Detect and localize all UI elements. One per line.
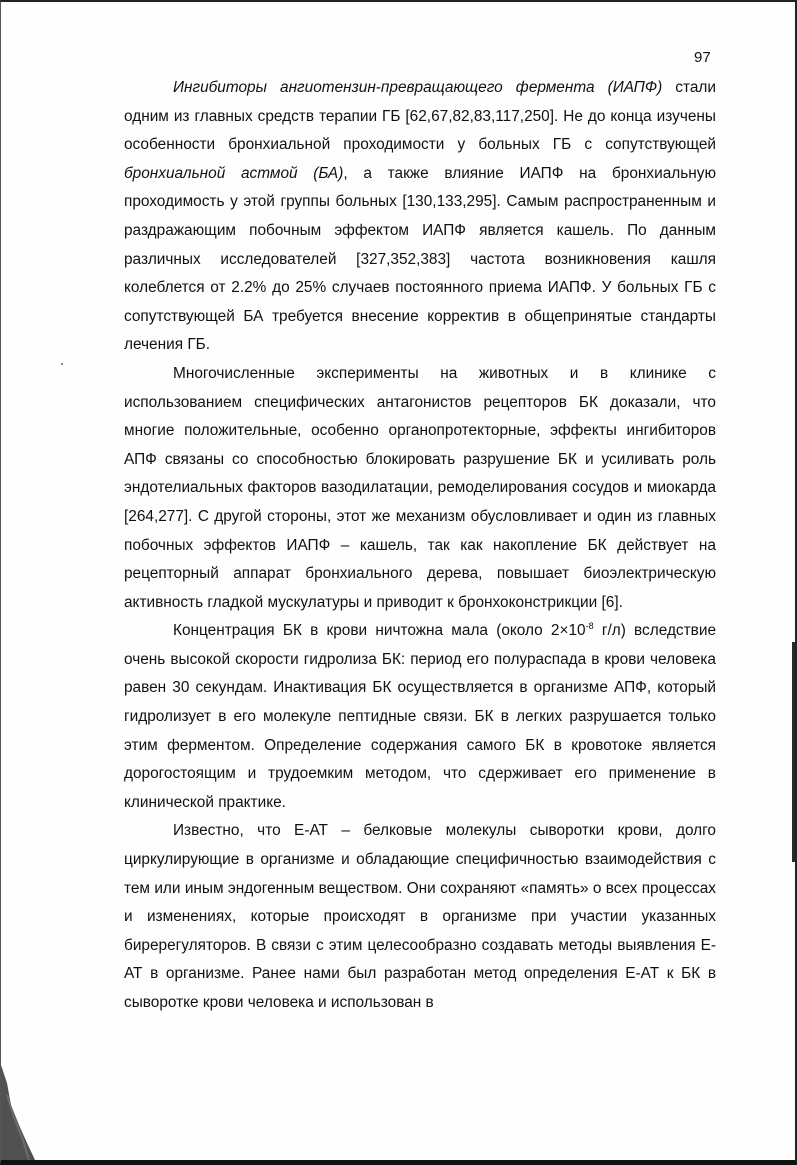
body-text	[124, 74, 716, 1018]
exponent: -8	[585, 621, 594, 632]
term-bronchial-asthma: бронхиальной астмой (БА)	[124, 164, 344, 182]
paragraph-2: Многочисленные эксперименты на животных и в клинике с использованием специфических антагонистов рецепторов БК доказали, что многие положительные, особенно органопротекторные, эффекты ингибиторов АПФ связаны со способностью блокировать разрушение БК и усиливать роль эндотелиальных факторов вазодилатации, ремоделирования сосудов и миокарда [264,277]. С другой стороны, этот же механизм обусловливает и один из главных побочных эффектов ИАПФ – кашель, так как накопление БК действует на рецепторный аппарат бронхиального дерева, повышает биоэлектрическую активность гладкой мускулатуры и приводит к бронхоконстрикции [6].	[124, 364, 716, 611]
paragraph-1	[124, 74, 716, 360]
term-ace-inhibitors: Ингибиторы ангиотензин-превращающего фермента (ИАПФ)	[173, 79, 663, 96]
paragraph-3-text-b: г/л) вследствие очень высокой скорости гидролиза БК: период его полураспада в крови человека равен 30 секундам. Инактивация БК осуществляется в организме АПФ, который гидролизует в его молекуле пептидные связи. БК в легких разрушается только этим ферментом. Определение содержания самого БК в кровотоке является дорогостоящим и трудоемким методом, что сдерживает его применение в клинической практике.	[124, 622, 717, 811]
paragraph-4: Известно, что Е-АТ – белковые молекулы сыворотки крови, долго циркулирующие в организме и обладающие специфичностью взаимодействия с тем или иным эндогенным веществом. Они сохраняют «память» о всех процессах и изменениях, которые происходят в организме при участии указанных биререгуляторов. В связи с этим целесообразно создавать методы выявления Е-АТ в организме. Ранее нами был разработан метод определения Е-АТ к БК в сыворотке крови человека и использован в	[124, 822, 716, 1011]
paragraph-3-text-a: Концентрация БК в крови ничтожна мала (около 2×10	[173, 622, 586, 640]
scan-corner-shadow	[1, 1065, 41, 1160]
scan-speck	[61, 363, 63, 365]
page-number: 97	[694, 49, 711, 66]
paragraph-1-text-b: , а также влияние ИАПФ на бронхиальную проходимость у этой группы больных [130,133,295]. Самым распространенным и раздражающим побочным эффектом ИАПФ является кашель. По данным различных исследователей [327,352,383] частота возникновения кашля колеблется от 2.2% до 25% случаев постоянного приема ИАПФ. У больных ГБ с сопутствующей БА требуется внесение корректив в общепринятые стандарты лечения ГБ.	[124, 164, 716, 354]
paragraph-3	[124, 617, 716, 817]
scan-edge-mark	[792, 642, 795, 862]
paragraph-1-text-a: стали одним из главных средств терапии ГБ [62,67,82,83,117,250]. Не до конца изучены особенности бронхиальной проходимости у больных ГБ с сопутствующей	[124, 79, 716, 154]
